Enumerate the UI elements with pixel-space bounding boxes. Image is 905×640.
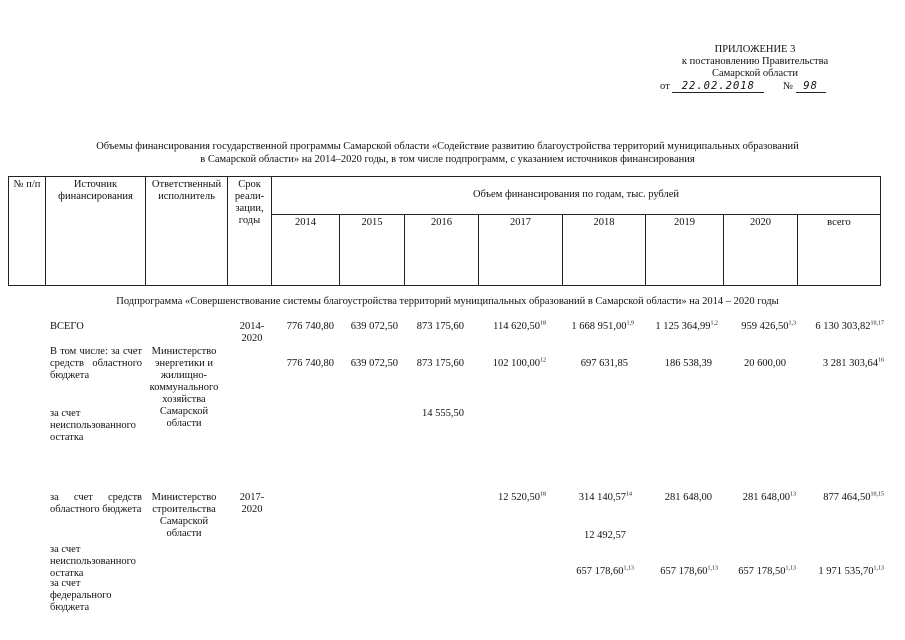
cell-2017: 102 100,00$^{12}$: [492, 357, 546, 369]
header-year: 2015: [340, 214, 405, 285]
cell-2014: 776 740,80: [286, 358, 334, 369]
cell-2020: 20 600,00: [744, 358, 786, 369]
row-period: 2014-2020: [239, 321, 265, 344]
cell-total: 1 971 535,70$^{1,13}$: [818, 565, 884, 577]
cell-2017: 12 520,50$^{18}$: [498, 491, 546, 503]
cell-2020: 281 648,00$^{13}$: [742, 491, 796, 503]
cell-2016: 873 175,60: [416, 321, 464, 332]
subprogram-title: Подпрограмма «Совершенствование системы благоустройства территорий муниципальных образований в Самарской области» на 2014 – 2020 годы: [116, 296, 779, 307]
row-executor: Министерство строительства Самарской области: [151, 492, 217, 539]
cell-2016: 873 175,60: [416, 358, 464, 369]
row-executor: Министерство энергетики и жилищно-коммунального хозяйства Самарской области: [149, 346, 219, 429]
appendix-line3: Самарской области: [712, 68, 798, 79]
header-year: 2016: [405, 214, 479, 285]
header-period: Срок реали-зации, годы: [228, 177, 272, 286]
cell-2015: 639 072,50: [350, 358, 398, 369]
row-label: ВСЕГО: [50, 321, 84, 332]
handwritten-date: 22.02.2018: [672, 80, 764, 93]
header-year: 2018: [563, 214, 646, 285]
cell-2019: 657 178,60$^{1,13}$: [660, 565, 718, 577]
header-year: 2019: [646, 214, 724, 285]
cell-2018: 697 631,85: [580, 358, 628, 369]
header-source: Источник финансирования: [46, 177, 146, 286]
header-year: 2020: [724, 214, 798, 285]
cell-total: 877 464,50$^{10,15}$: [823, 491, 884, 503]
appendix-line1: ПРИЛОЖЕНИЕ 3: [714, 44, 796, 55]
cell-2020: 959 426,50$^{1,3}$: [741, 320, 796, 332]
cell-2016: 14 555,50: [422, 408, 464, 419]
cell-2015: 639 072,50: [350, 321, 398, 332]
row-label: за счет федерального бюджета: [50, 578, 112, 613]
row-label: за счет неиспользованного остатка: [50, 408, 136, 443]
number-label: №: [782, 81, 793, 92]
document-title: [40, 140, 855, 166]
cell-2019: 186 538,39: [664, 358, 712, 369]
row-label: В том числе: за счет средств областного бюджета: [50, 346, 142, 381]
header-num: № п/п: [9, 177, 46, 286]
appendix-block: [640, 44, 870, 93]
cell-2019: 1 125 364,99$^{1,2}$: [655, 320, 718, 332]
cell-total: 6 130 303,82$^{10,17}$: [815, 320, 884, 332]
cell-2018: 12 492,57: [584, 530, 626, 541]
table-header: [8, 176, 881, 286]
from-label: от: [660, 81, 670, 92]
title-line2: в Самарской области» на 2014–2020 годы, в том числе подпрограмм, с указанием источников финансирования: [200, 154, 695, 165]
title-line1: Объемы финансирования государственной программы Самарской области «Содействие развитию благоустройства территорий муниципальных образований: [96, 141, 799, 152]
cell-total: 3 281 303,64$^{16}$: [822, 357, 884, 369]
cell-2019: 281 648,00: [664, 492, 712, 503]
row-period: 2017-2020: [239, 492, 265, 515]
cell-2018: 657 178,60$^{1,13}$: [576, 565, 634, 577]
cell-2018: 314 140,57$^{14}$: [578, 491, 632, 503]
header-year: 2014: [272, 214, 340, 285]
header-funding: Объем финансирования по годам, тыс. рублей: [272, 177, 881, 215]
row-label: за счет средств областного бюджета: [50, 492, 142, 515]
row-label: за счет неиспользованного остатка: [50, 544, 136, 579]
header-year-total: всего: [798, 214, 881, 285]
cell-2018: 1 668 951,00$^{1,9}$: [571, 320, 634, 332]
cell-2014: 776 740,80: [286, 321, 334, 332]
header-executor: Ответственный исполнитель: [146, 177, 228, 286]
appendix-line2: к постановлению Правительства: [681, 56, 829, 67]
handwritten-number: 98: [796, 80, 826, 93]
header-year: 2017: [479, 214, 563, 285]
cell-2017: 114 620,50$^{18}$: [493, 320, 546, 332]
appendix-date-line: [660, 80, 870, 93]
cell-2020: 657 178,50$^{1,13}$: [738, 565, 796, 577]
